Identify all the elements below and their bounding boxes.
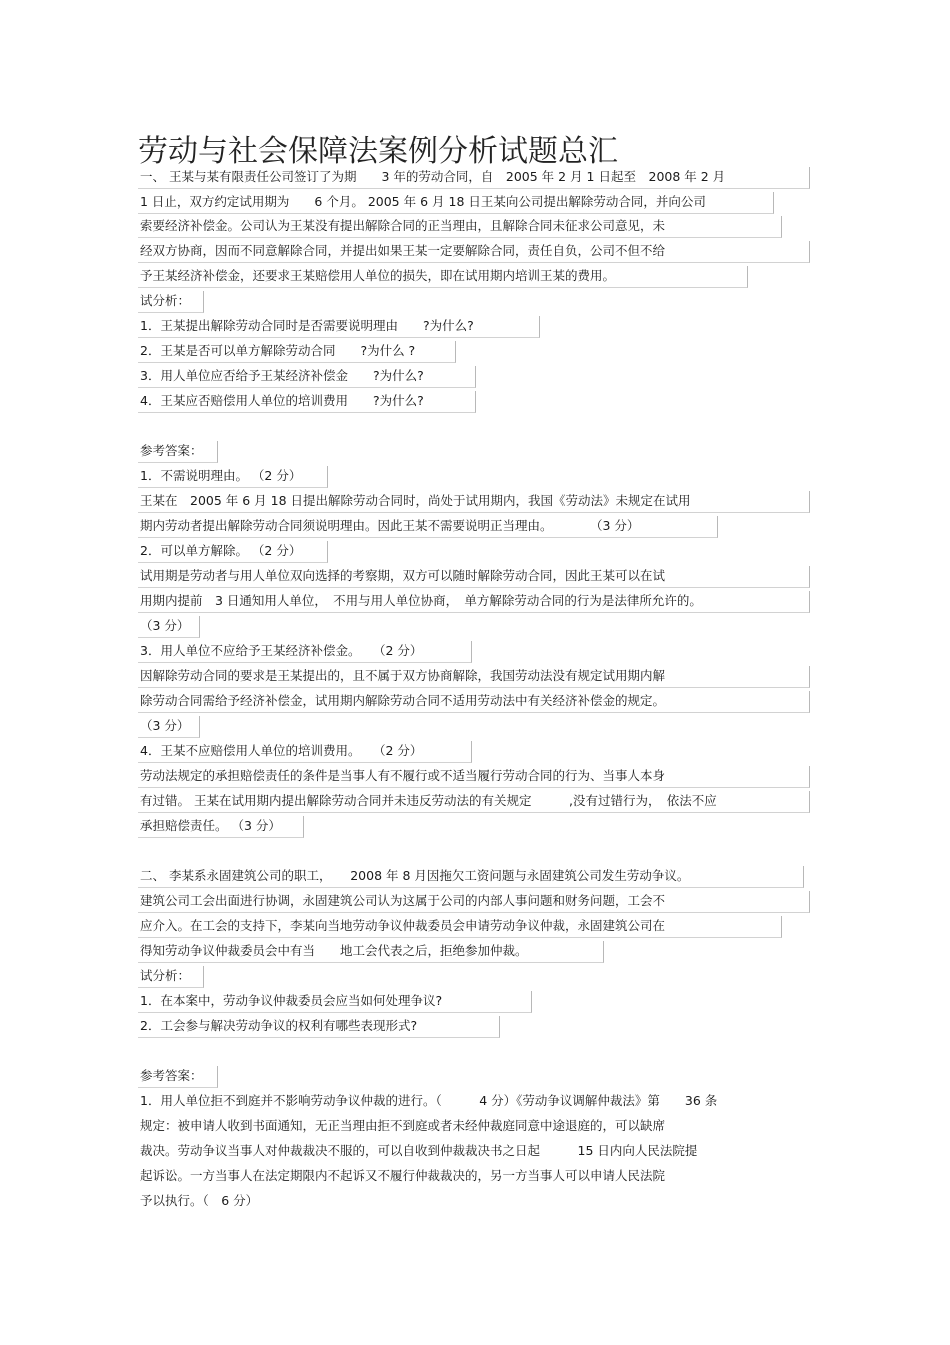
case1-answer-2-text-1: 试用期是劳动者与用人单位双向选择的考察期，双方可以随时解除劳动合同，因此王某可以在试 xyxy=(138,566,810,588)
case1-answer-4: 4．王某不应赔偿用人单位的培训费用。 （2 分） xyxy=(138,741,472,763)
case1-answer-3-text-1: 因解除劳动合同的要求是王某提出的，且不属于双方协商解除，我国劳动法没有规定试用期内解 xyxy=(138,666,810,688)
case2-answer-1-text-3: 起诉讼。一方当事人在法定期限内不起诉又不履行仲裁裁决的，另一方当事人可以申请人民法院 xyxy=(140,1168,666,1183)
case1-intro-line-4: 经双方协商，因而不同意解除合同，并提出如果王某一定要解除合同，责任自负，公司不但不给 xyxy=(138,241,810,263)
case1-question-2: 2．王某是否可以单方解除劳动合同 ?为什么 ? xyxy=(138,341,456,363)
case2-answer-1: 1．用人单位拒不到庭并不影响劳动争议仲裁的进行。（ 4 分）《劳动争议调解仲裁法》第 36 条 xyxy=(140,1093,718,1108)
case1-answer-1-text-1: 王某在 2005 年 6 月 18 日提出解除劳动合同时，尚处于试用期内，我国《劳动法》未规定在试用 xyxy=(138,491,810,513)
case2-answer-1-text-4: 予以执行。（ 6 分） xyxy=(140,1193,259,1208)
case1-intro-line-2: 1 日止，双方约定试用期为 6 个月。 2005 年 6 月 18 日王某向公司提出解除劳动合同，并向公司 xyxy=(138,192,774,214)
case2-intro-line-1: 二、 李某系永固建筑公司的职工， 2008 年 8 月因拖欠工资问题与永固建筑公司发生劳动争议。 xyxy=(138,866,804,888)
case1-answer-4-text-1: 劳动法规定的承担赔偿责任的条件是当事人有不履行或不适当履行劳动合同的行为、当事人本身 xyxy=(138,766,810,788)
case2-question-1: 1．在本案中，劳动争议仲裁委员会应当如何处理争议? xyxy=(138,991,532,1013)
case2-intro-line-3: 应介入。在工会的支持下，李某向当地劳动争议仲裁委员会申请劳动争议仲裁，永固建筑公司在 xyxy=(138,916,782,938)
case1-answer-3: 3．用人单位不应给予王某经济补偿金。 （2 分） xyxy=(138,641,472,663)
case1-answer-2-score: （3 分） xyxy=(138,616,200,638)
case1-question-4: 4．王某应否赔偿用人单位的培训费用 ?为什么? xyxy=(138,391,476,413)
case1-answer-heading: 参考答案： xyxy=(138,441,218,463)
case2-intro-line-4: 得知劳动争议仲裁委员会中有当 地工会代表之后，拒绝参加仲裁。 xyxy=(138,941,604,963)
case1-answer-2-text-2: 用期内提前 3 日通知用人单位， 不用与用人单位协商， 单方解除劳动合同的行为是法律所允许的。 xyxy=(138,591,810,613)
document-title: 劳动与社会保障法案例分析试题总汇 xyxy=(138,134,618,169)
case1-answer-1-text-2: 期内劳动者提出解除劳动合同须说明理由。因此王某不需要说明正当理由。 （3 分） xyxy=(138,516,718,538)
case1-answer-4-text-3: 承担赔偿责任。 （3 分） xyxy=(138,816,304,838)
case2-answer-heading: 参考答案： xyxy=(138,1066,218,1088)
case2-analysis-heading: 试分析： xyxy=(138,966,204,988)
case1-answer-4-text-2: 有过错。 王某在试用期内提出解除劳动合同并未违反劳动法的有关规定 ,没有过错行为， 依法不应 xyxy=(138,791,810,813)
case2-question-2: 2．工会参与解决劳动争议的权利有哪些表现形式? xyxy=(138,1016,500,1038)
case2-answer-1-text-1: 规定：被申请人收到书面通知，无正当理由拒不到庭或者未经仲裁庭同意中途退庭的，可以缺席 xyxy=(140,1118,666,1133)
case2-answer-1-text-2: 裁决。劳动争议当事人对仲裁裁决不服的，可以自收到仲裁裁决书之日起 15 日内向人民法院提 xyxy=(140,1143,698,1158)
case2-intro-line-2: 建筑公司工会出面进行协调，永固建筑公司认为这属于公司的内部人事问题和财务问题，工会不 xyxy=(138,891,810,913)
case1-intro-line-5: 予王某经济补偿金，还要求王某赔偿用人单位的损失，即在试用期内培训王某的费用。 xyxy=(138,266,748,288)
case1-question-3: 3．用人单位应否给予王某经济补偿金 ?为什么? xyxy=(138,366,476,388)
case1-analysis-heading: 试分析： xyxy=(138,291,204,313)
case1-answer-3-text-2: 除劳动合同需给予经济补偿金，试用期内解除劳动合同不适用劳动法中有关经济补偿金的规定。 xyxy=(138,691,810,713)
case1-answer-3-score: （3 分） xyxy=(138,716,200,738)
case1-answer-2: 2．可以单方解除。 （2 分） xyxy=(138,541,328,563)
case1-answer-1: 1．不需说明理由。 （2 分） xyxy=(138,466,328,488)
case1-question-1: 1．王某提出解除劳动合同时是否需要说明理由 ?为什么? xyxy=(138,316,540,338)
case1-intro-line-3: 索要经济补偿金。公司认为王某没有提出解除合同的正当理由，且解除合同未征求公司意见，未 xyxy=(138,216,782,238)
case1-intro-line-1: 一、 王某与某有限责任公司签订了为期 3 年的劳动合同，自 2005 年 2 月 1 日起至 2008 年 2 月 xyxy=(138,167,810,189)
